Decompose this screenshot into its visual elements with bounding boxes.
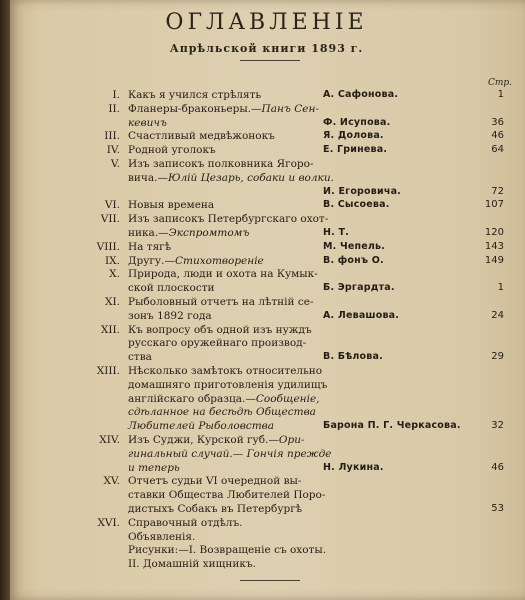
toc-title-italic: и теперь: [128, 461, 180, 474]
toc-title-text: На тягѣ: [128, 240, 172, 253]
toc-line: [8, 323, 525, 337]
toc-title-italic: Юлій Цезарь, собаки и волки.: [167, 171, 334, 184]
toc-page-number: 24: [491, 309, 504, 321]
toc-title-text: Фланеры-браконьеры.—: [128, 102, 262, 115]
toc-title: [128, 516, 243, 530]
toc-title: [128, 171, 334, 185]
toc-title: [128, 240, 171, 254]
toc-title: [128, 212, 328, 226]
toc-title-text: Изъ записокъ Петербургскаго охот-: [128, 213, 329, 226]
toc-line: [8, 88, 525, 102]
toc-title-italic: Сообщеніе,: [255, 392, 320, 405]
toc-page-number: 36: [491, 116, 504, 128]
toc-title: [128, 336, 306, 350]
toc-page-number: 46: [491, 130, 504, 142]
toc-title-italic: гинальный случай.— Гончія прежде: [128, 447, 332, 460]
toc-number: II.: [108, 102, 120, 115]
toc-line: [8, 433, 525, 447]
toc-title-text: Родной уголокъ: [128, 144, 216, 157]
toc-line: [8, 143, 525, 157]
toc-title: [128, 530, 195, 544]
toc-line: [8, 254, 525, 268]
toc-line: [8, 447, 525, 461]
toc-author: Барона П. Г. Черкасова.: [323, 420, 461, 432]
toc-number: XII.: [100, 323, 120, 336]
toc-line: [8, 516, 525, 530]
toc-page-number: 1: [497, 89, 504, 100]
toc-title: [128, 502, 302, 516]
toc-line: [8, 102, 525, 116]
toc-title-text: Изъ Суджи, Курской губ.—: [128, 434, 279, 446]
toc-title-italic: Стихотвореніе: [174, 254, 264, 267]
toc-title: [128, 281, 215, 295]
toc-number: VII.: [100, 213, 120, 226]
page-title: ОГЛАВЛЕНІЕ: [165, 10, 368, 35]
toc-title: [128, 392, 320, 406]
toc-title-text: Какъ я учился стрѣлять: [128, 89, 262, 101]
toc-title: [128, 129, 275, 143]
toc-line: [8, 157, 525, 171]
toc-title: [128, 88, 261, 102]
toc-title: [128, 295, 314, 309]
toc-page-number: 32: [491, 420, 504, 432]
toc-title: [128, 350, 152, 364]
toc-page-number: 143: [484, 240, 504, 252]
toc-author: Я. Долова.: [323, 130, 384, 142]
toc-title: [128, 198, 214, 212]
toc-title: [128, 323, 312, 337]
toc-line: [8, 502, 525, 516]
toc-number: IV.: [106, 144, 120, 157]
toc-title-text: домашняго приготовленія удилищъ: [128, 378, 328, 391]
toc-author: А. Сафонова.: [323, 89, 399, 100]
toc-line: [8, 171, 525, 185]
toc-author: М. Чепель.: [323, 240, 386, 252]
toc-line: [8, 240, 525, 254]
toc-title: [128, 488, 325, 502]
toc-title-italic: Любителей Рыболовства: [128, 420, 275, 433]
toc-title-italic: сдѣланное на бесѣдѣ Общества: [128, 406, 316, 419]
toc-number: I.: [112, 89, 120, 101]
toc-title-text: дистыхъ Собакъ въ Петербургѣ: [128, 503, 303, 515]
toc-line: [8, 419, 525, 433]
toc-author: Н. Лукина.: [323, 461, 384, 473]
toc-title: [128, 364, 322, 378]
toc-title-text: Счастливый медвѣжонокъ: [128, 130, 275, 143]
toc-page-number: 29: [491, 351, 504, 363]
toc-line: [8, 336, 525, 350]
toc-page-number: 1: [497, 282, 504, 294]
toc-author: В. фонъ О.: [323, 254, 384, 266]
toc-number: IX.: [105, 254, 120, 267]
toc-page-number: 53: [491, 503, 504, 514]
toc-author: Н. Т.: [323, 227, 349, 238]
toc-line: [8, 309, 525, 323]
toc-title: [128, 309, 212, 323]
toc-author: А. Левашова.: [323, 309, 400, 321]
toc-title: [128, 405, 316, 419]
toc-title-italic: Панъ Сен-: [261, 102, 319, 115]
toc-author: Е. Гринева.: [323, 144, 388, 156]
toc-title: [128, 474, 301, 488]
toc-title-text: ника.—: [128, 227, 169, 239]
toc-author: Б. Эргардта.: [323, 282, 395, 294]
toc-title-italic: Экспромтомъ: [168, 227, 250, 239]
toc-title-text: Рыболовный отчетъ на лѣтній се-: [128, 296, 314, 308]
toc-title-text: ской плоскости: [128, 282, 215, 295]
toc-title: [128, 543, 326, 557]
toc-title-text: Объявленія.: [128, 530, 196, 543]
toc-line: [8, 557, 525, 571]
toc-line: [8, 378, 525, 392]
toc-line: [8, 281, 525, 295]
toc-title-text: зонъ 1892 года: [128, 309, 212, 322]
toc-title: [128, 157, 314, 171]
title-divider: [240, 60, 300, 61]
toc-title-italic: кевичъ: [128, 116, 167, 129]
toc-line: [8, 392, 525, 406]
toc-number: III.: [104, 130, 120, 143]
toc-line: [8, 267, 525, 281]
toc-line: [8, 474, 525, 488]
toc-title-text: англійскаго образца.—: [128, 392, 256, 405]
toc-title-text: II. Домашній хищникъ.: [128, 558, 256, 571]
toc-author: В. Сысоева.: [323, 199, 390, 211]
toc-title-text: Нѣсколько замѣтокъ относительно: [128, 365, 323, 377]
toc-page-number: 46: [491, 461, 504, 473]
page-subtitle: Апрѣльской книги 1893 г.: [169, 42, 364, 55]
toc-title-text: Къ вопросу объ одной изъ нуждъ: [128, 323, 312, 336]
toc-title: [128, 254, 264, 268]
toc-author: Ф. Исупова.: [323, 116, 391, 128]
toc-line: [8, 364, 525, 378]
toc-line: [8, 185, 525, 199]
toc-number: XIV.: [99, 434, 120, 446]
toc-title-text: ства: [128, 351, 152, 364]
toc-line: [8, 212, 525, 226]
toc-page-number: 107: [484, 199, 504, 211]
toc-title-italic: Ори-: [278, 434, 305, 446]
toc-line: [8, 295, 525, 309]
toc-title-text: Рисунки:—I. Возвращеніе съ охоты.: [128, 544, 327, 557]
toc-title-text: вича.—: [128, 171, 168, 184]
toc-line: [8, 116, 525, 130]
toc-line: [8, 226, 525, 240]
toc-title: [128, 447, 331, 461]
toc-author: В. Бѣлова.: [323, 351, 383, 363]
toc-title: [128, 102, 319, 116]
toc-line: [8, 405, 525, 419]
book-binding: [0, 0, 10, 600]
toc-page-number: 149: [484, 254, 504, 266]
toc-line: [8, 543, 525, 557]
toc-line: [8, 198, 525, 212]
toc-title: [128, 267, 318, 281]
toc-title: [128, 226, 249, 240]
toc-number: X.: [109, 268, 120, 281]
toc-number: VIII.: [96, 240, 120, 253]
toc-line: [8, 129, 525, 143]
page-column-header: Стр.: [488, 78, 513, 88]
toc-title-text: Изъ записокъ полковника Ягоро-: [128, 158, 314, 170]
toc-title-text: Новыя времена: [128, 199, 215, 212]
toc-title: [128, 433, 305, 447]
toc-title-text: русскаго оружейнаго производ-: [128, 337, 307, 350]
toc-title-text: Отчетъ судьи VI очередной вы-: [128, 475, 302, 488]
toc-title: [128, 419, 274, 433]
toc-number: XI.: [105, 296, 120, 308]
toc-page-number: 64: [491, 144, 504, 156]
toc-title: [128, 143, 216, 157]
toc-title-text: Справочный отдѣлъ.: [128, 516, 243, 529]
toc-line: [8, 461, 525, 475]
toc-page-number: 72: [491, 185, 504, 197]
toc-title: [128, 461, 180, 475]
toc-line: [8, 350, 525, 364]
toc-title: [128, 116, 167, 130]
toc-title: [128, 557, 256, 571]
toc-title-text: ставки Общества Любителей Поро-: [128, 489, 326, 502]
book-page: [8, 0, 525, 600]
toc-line: [8, 488, 525, 502]
toc-page-number: 120: [484, 227, 504, 238]
toc-number: XV.: [103, 475, 120, 488]
toc-line: [8, 530, 525, 544]
toc-title-text: Природа, люди и охота на Кумык-: [128, 268, 318, 281]
bottom-divider: [240, 580, 300, 581]
toc-title: [128, 378, 327, 392]
toc-number: VI.: [104, 199, 120, 212]
toc-number: XIII.: [96, 365, 120, 377]
toc-title-text: Другу.—: [128, 254, 175, 267]
toc-author: И. Егоровича.: [323, 185, 401, 197]
toc-number: XVI.: [97, 516, 120, 529]
toc-number: V.: [110, 158, 120, 170]
